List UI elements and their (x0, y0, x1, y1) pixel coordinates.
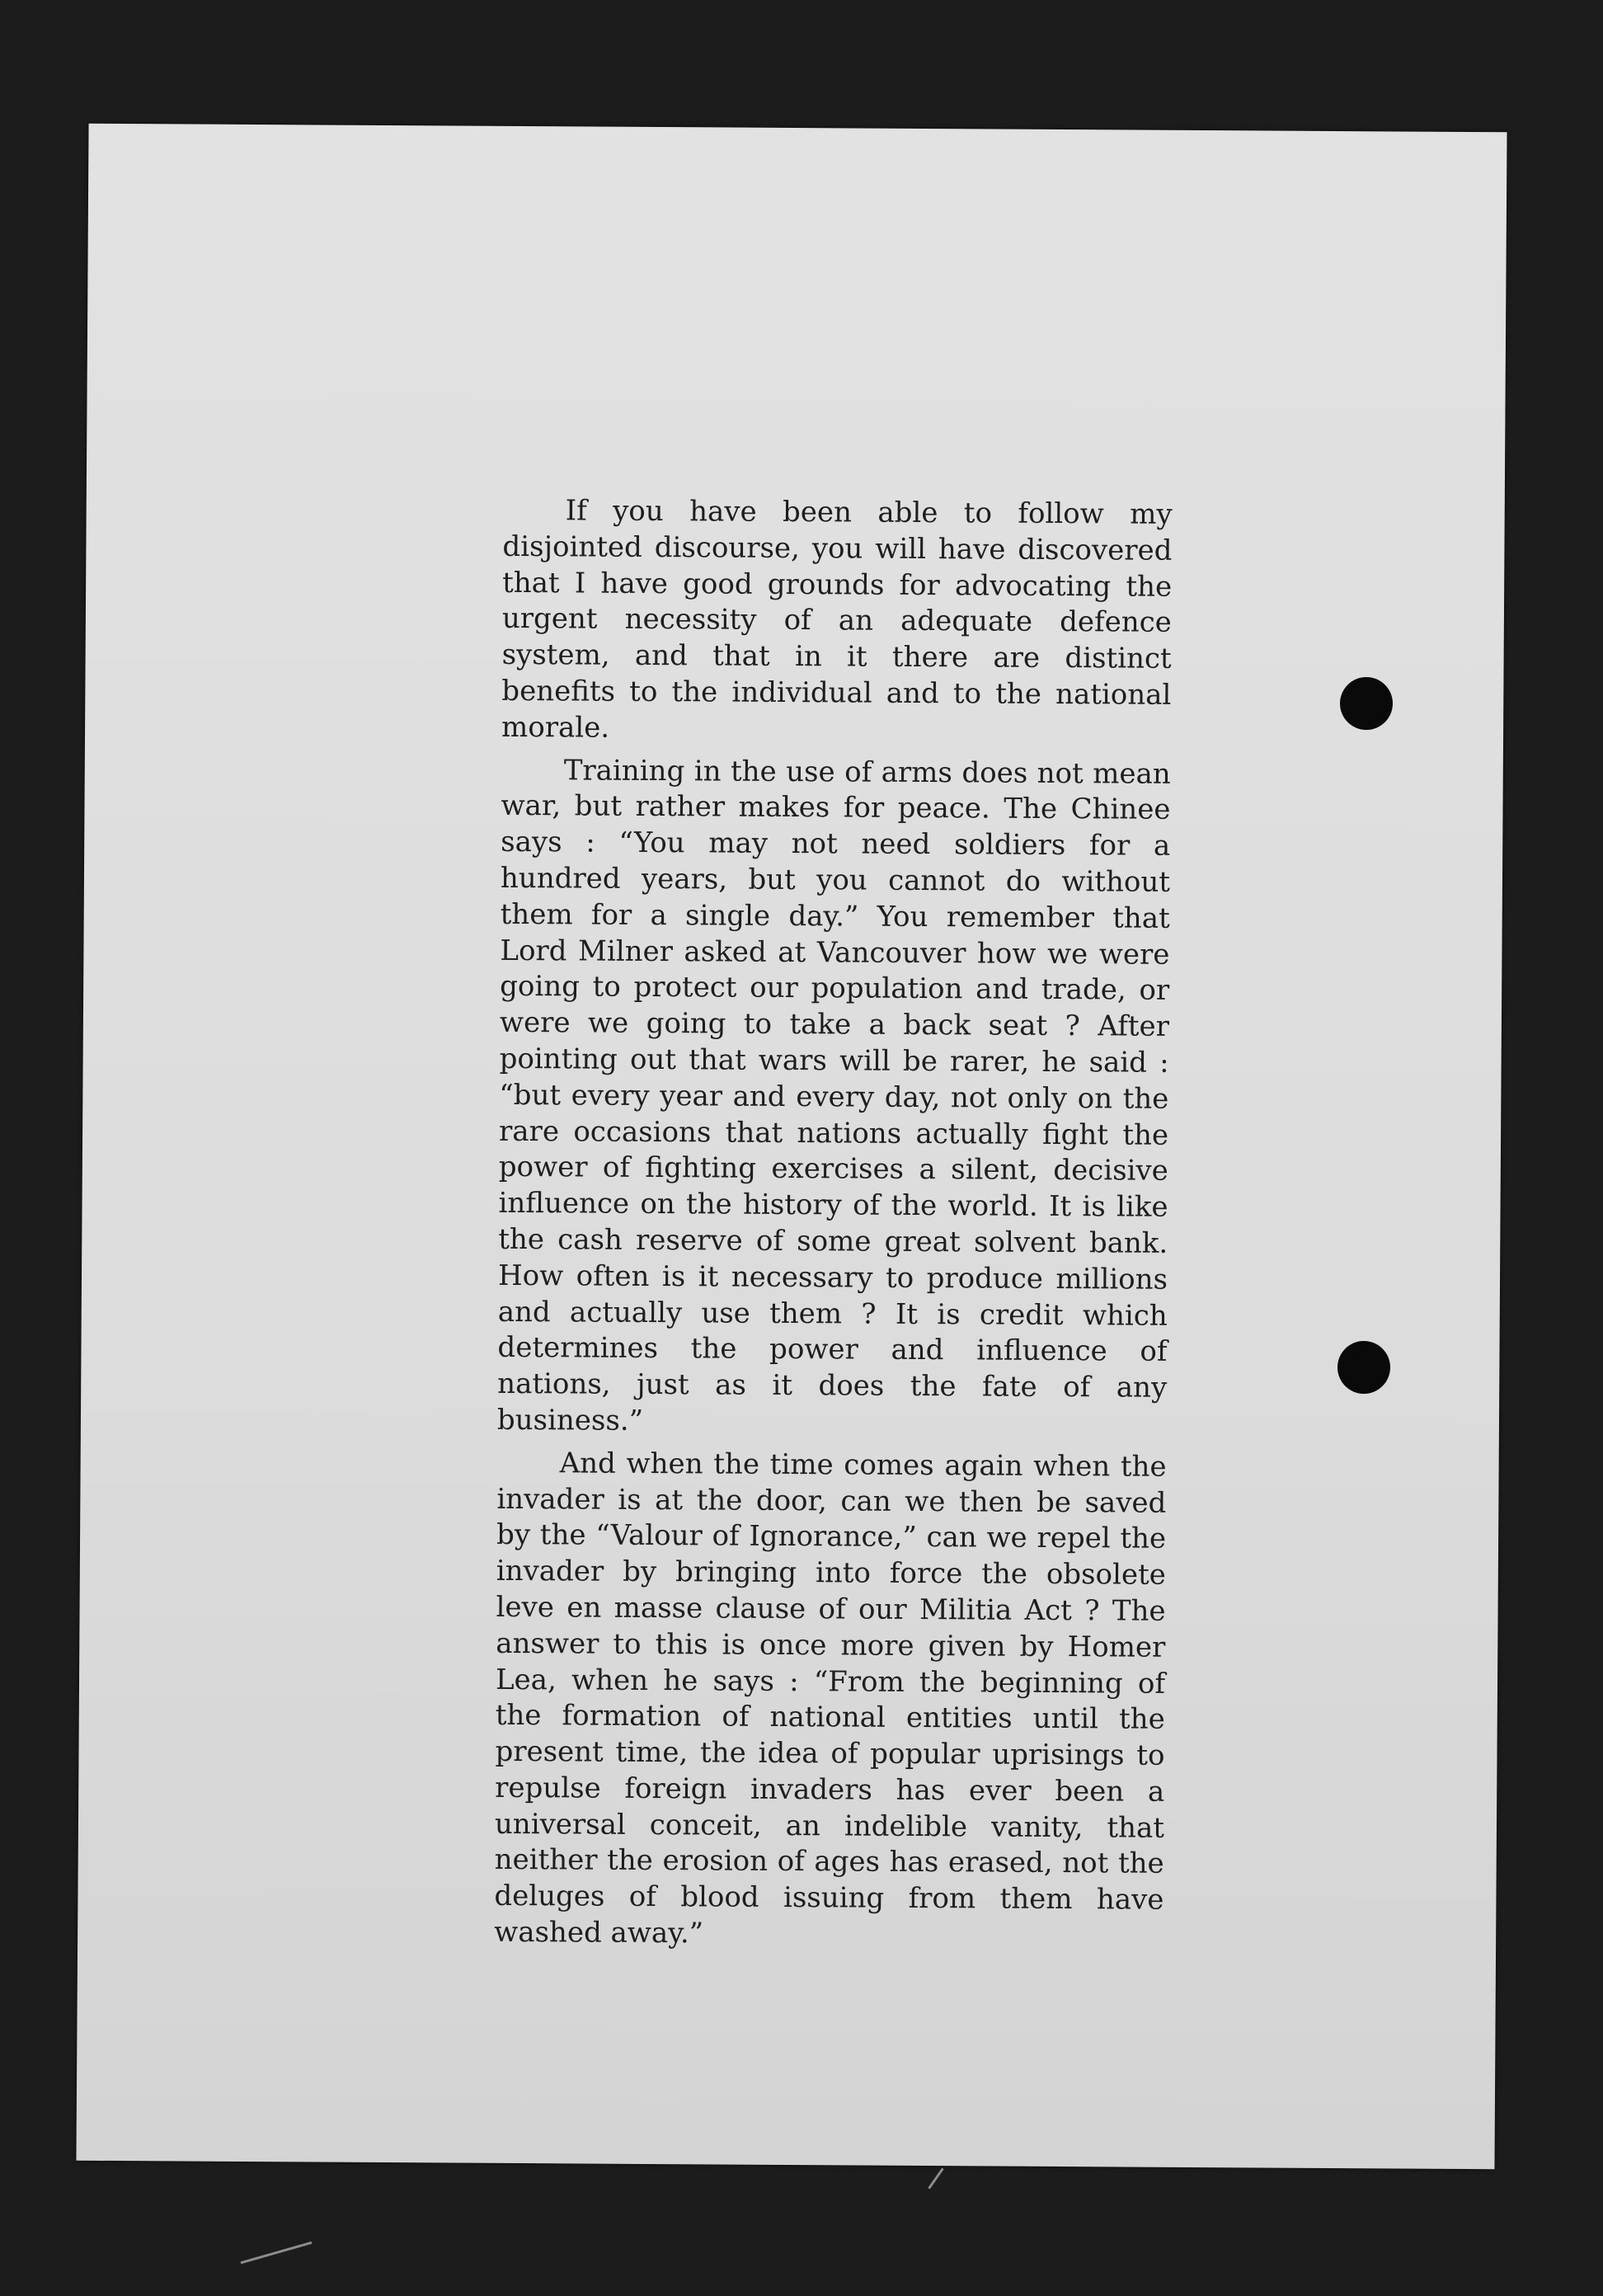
scan-scratch (928, 2167, 944, 2189)
scan-scratch (240, 2242, 312, 2265)
paragraph-2: Training in the use of arms does not mean war, but rather makes for peace. The Chinee says : “You may not need soldiers for a hundred years, but you cannot do without them for a single day.” You remember that Lord Milner asked at Vancouver how we were going to protect our population and trade, or were we going to take a back seat ? After pointing out that wars will be rarer, he said : “but every year and every day, not only on the rare occasions that nations actually fight the power of fighting exercises a silent, decisive influence on the history of the world. It is like the cash reserve of some great solvent bank. How often is it necessary to produce millions and actually use them ? It is credit which determines the power and influence of nations, just as it does the fate of any business.” (496, 753, 1171, 1437)
paragraph-1: If you have been able to follow my disjointed discourse, you will have discovered that I have good grounds for advocating the urgent necessity of an adequate defence system, and that in it there are distinct benefits to the individual and to the national morale. (501, 494, 1173, 745)
document-page (76, 124, 1507, 2169)
paragraph-3: And when the time comes again when the invader is at the door, can we then be saved by the “Valour of Ignorance,” can we repel the invader by bringing into force the obsolete leve en masse clause of our Militia Act ? The answer to this is once more given by Homer Lea, when he says : “From the beginning of the formation of national entities until the present time, the idea of popular uprisings to repulse foreign invaders has ever been a universal conceit, an indelible vanity, that neither the erosion of ages has erased, not the deluges of blood issuing from them have washed away.” (494, 1447, 1167, 1950)
body-text (494, 493, 1173, 1962)
punch-hole-top (1340, 677, 1393, 730)
punch-hole-bottom (1337, 1341, 1390, 1394)
